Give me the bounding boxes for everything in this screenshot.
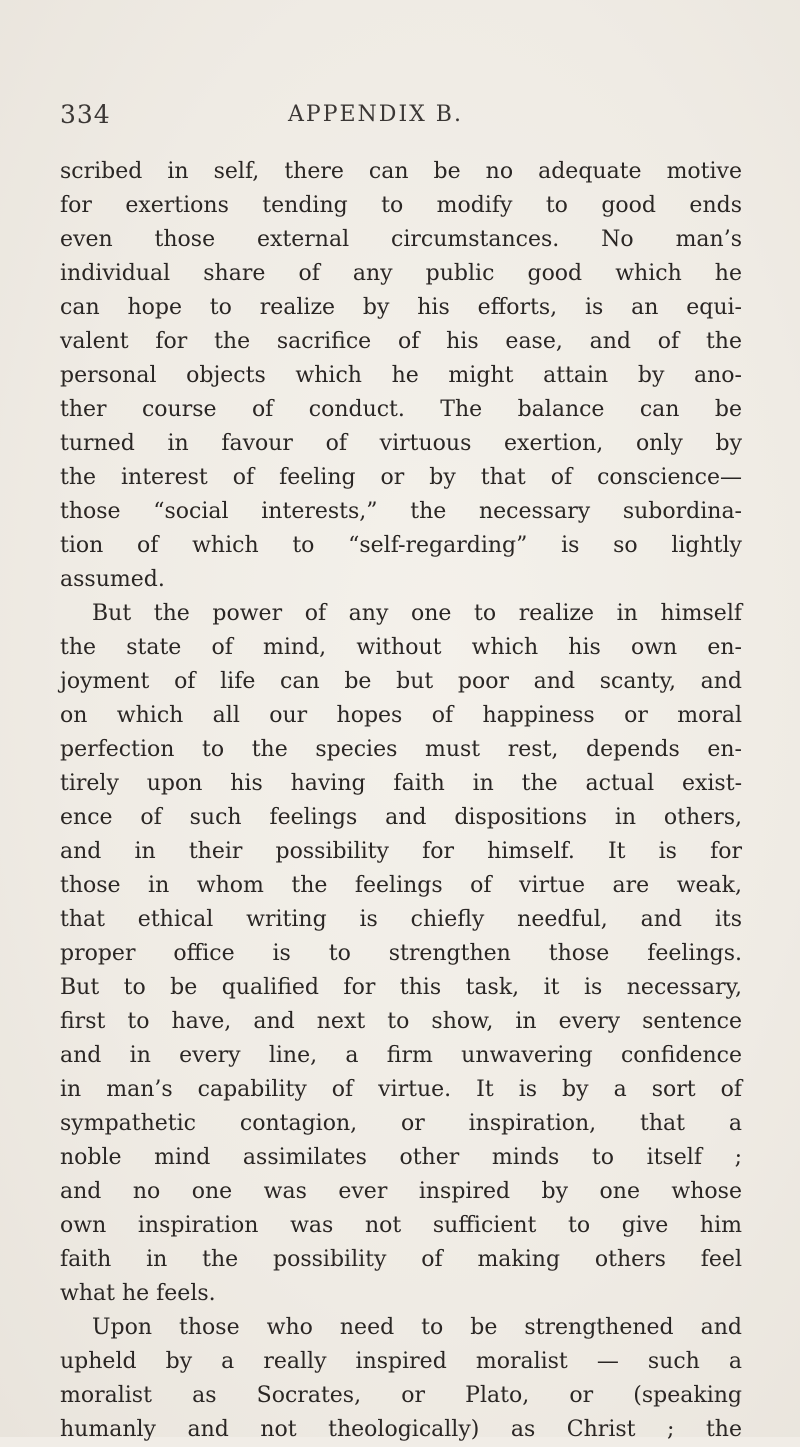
text-line: humanly and not theologically) as Christ ; the — [60, 1417, 742, 1442]
text-line: upheld by a really inspired moralist — such a — [60, 1349, 742, 1374]
text-line: perfection to the species must rest, depends en- — [60, 737, 742, 762]
text-line: faith in the possibility of making others feel — [60, 1247, 742, 1272]
text-line: own inspiration was not sufficient to give him — [60, 1213, 742, 1238]
text-line: ther course of conduct. The balance can be — [60, 397, 742, 422]
paragraph-end-line: what he feels. — [60, 1281, 216, 1306]
text-line: turned in favour of virtuous exertion, only by — [60, 431, 742, 456]
text-line: joyment of life can be but poor and scanty, and — [60, 669, 742, 694]
text-line: tirely upon his having faith in the actual exist- — [60, 771, 742, 796]
text-line: tion of which to “self-regarding” is so lightly — [60, 533, 742, 558]
text-line: that ethical writing is chiefly needful, and its — [60, 907, 742, 932]
text-line: personal objects which he might attain by ano- — [60, 363, 742, 388]
text-line: ence of such feelings and dispositions in others, — [60, 805, 742, 830]
text-line: on which all our hopes of happiness or moral — [60, 703, 742, 728]
text-line: individual share of any public good which he — [60, 261, 742, 286]
text-line: sympathetic contagion, or inspiration, that a — [60, 1111, 742, 1136]
text-line: But to be qualified for this task, it is necessary, — [60, 975, 742, 1000]
text-line: even those external circumstances. No man’s — [60, 227, 742, 252]
page-number: 334 — [60, 100, 111, 129]
text-line: and no one was ever inspired by one whose — [60, 1179, 742, 1204]
running-head — [60, 100, 740, 140]
text-line: proper office is to strengthen those feelings. — [60, 941, 742, 966]
text-line: the interest of feeling or by that of conscience— — [60, 465, 742, 490]
text-line: scribed in self, there can be no adequate motive — [60, 159, 742, 184]
text-line: and in their possibility for himself. It is for — [60, 839, 742, 864]
text-line: those in whom the feelings of virtue are weak, — [60, 873, 742, 898]
text-line: those “social interests,” the necessary subordina- — [60, 499, 742, 524]
paragraph-start-line: But the power of any one to realize in himself — [92, 601, 742, 626]
paragraph-end-line: assumed. — [60, 567, 165, 592]
text-line: first to have, and next to show, in every sentence — [60, 1009, 742, 1034]
text-line: and in every line, a firm unwavering confidence — [60, 1043, 742, 1068]
text-line: in man’s capability of virtue. It is by a sort of — [60, 1077, 742, 1102]
body-text — [60, 155, 742, 1447]
text-line: valent for the sacrifice of his ease, and of the — [60, 329, 742, 354]
running-head-title: APPENDIX B. — [288, 102, 463, 127]
text-line: the state of mind, without which his own en- — [60, 635, 742, 660]
text-line: moralist as Socrates, or Plato, or (speaking — [60, 1383, 742, 1408]
paragraph-start-line: Upon those who need to be strengthened and — [92, 1315, 742, 1340]
text-line: noble mind assimilates other minds to itself ; — [60, 1145, 742, 1170]
text-line: for exertions tending to modify to good ends — [60, 193, 742, 218]
text-line: can hope to realize by his efforts, is an equi- — [60, 295, 742, 320]
